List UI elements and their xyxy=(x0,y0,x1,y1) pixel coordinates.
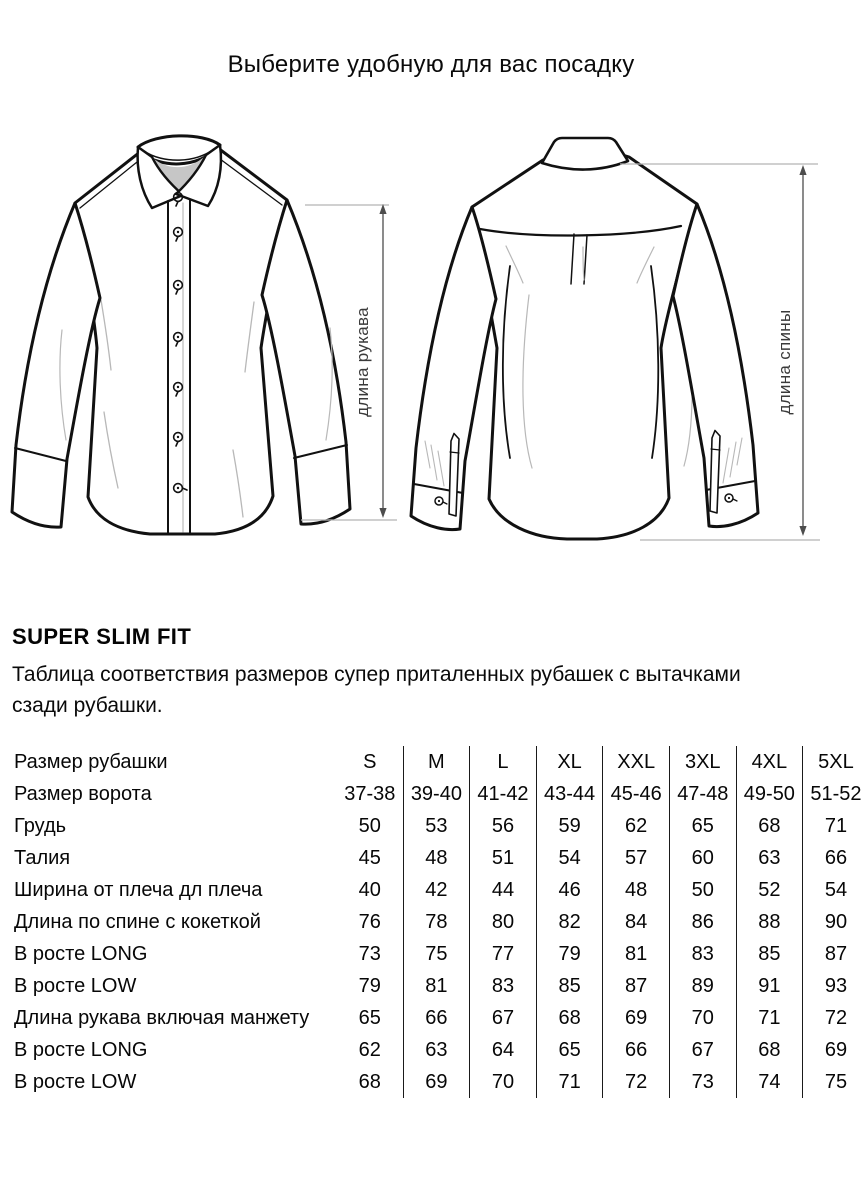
size-value: 80 xyxy=(470,906,537,938)
shirt-figure xyxy=(0,120,862,590)
sleeve-length-label: длина рукава xyxy=(353,307,372,417)
table-row xyxy=(14,1002,862,1034)
row-label: Размер ворота xyxy=(14,782,152,805)
table-row xyxy=(14,746,862,778)
size-value: 73 xyxy=(358,942,381,965)
size-value: 50 xyxy=(358,814,381,837)
size-value: 57 xyxy=(603,842,670,874)
size-value: 45-46 xyxy=(603,778,670,810)
shirt-front-illustration xyxy=(12,136,350,534)
size-value: 54 xyxy=(803,874,862,906)
row-label: В росте LONG xyxy=(14,942,148,965)
size-value: 83 xyxy=(470,970,537,1002)
size-value: 76 xyxy=(358,910,381,933)
size-value: 68 xyxy=(536,1002,603,1034)
row-label: Ширина от плеча дл плеча xyxy=(14,878,263,901)
size-value: 48 xyxy=(403,842,470,874)
size-value: 93 xyxy=(803,970,862,1002)
size-value: 49-50 xyxy=(736,778,803,810)
row-label: Размер рубашки xyxy=(14,750,168,773)
table-row xyxy=(14,810,862,842)
size-value: 87 xyxy=(803,938,862,970)
back-length-label: длина спины xyxy=(775,309,794,415)
size-value: 79 xyxy=(536,938,603,970)
size-value: 68 xyxy=(736,1034,803,1066)
size-value: 68 xyxy=(358,1070,381,1093)
size-value: 63 xyxy=(736,842,803,874)
size-value: 71 xyxy=(736,1002,803,1034)
size-value: 83 xyxy=(669,938,736,970)
size-value: 65 xyxy=(358,1006,381,1029)
table-row xyxy=(14,938,862,970)
size-value: 89 xyxy=(669,970,736,1002)
size-value: 69 xyxy=(403,1066,470,1098)
size-value: 67 xyxy=(470,1002,537,1034)
fit-description-line-2: сзади рубашки. xyxy=(12,694,163,717)
size-value: 43-44 xyxy=(536,778,603,810)
size-value: 52 xyxy=(736,874,803,906)
size-value: 75 xyxy=(403,938,470,970)
size-value: XXL xyxy=(603,746,670,778)
size-value: 40 xyxy=(358,878,381,901)
row-label: В росте LONG xyxy=(14,1038,148,1061)
size-value: 70 xyxy=(669,1002,736,1034)
size-value: 67 xyxy=(669,1034,736,1066)
size-value: 69 xyxy=(603,1002,670,1034)
size-value: 46 xyxy=(536,874,603,906)
size-value: 3XL xyxy=(669,746,736,778)
fit-description-line-1: Таблица соответствия размеров супер приталенных рубашек с вытачками xyxy=(12,663,741,686)
size-value: 70 xyxy=(470,1066,537,1098)
size-value: 73 xyxy=(669,1066,736,1098)
size-value: 47-48 xyxy=(669,778,736,810)
size-value: 51-52 xyxy=(803,778,862,810)
size-value: 42 xyxy=(403,874,470,906)
size-value: 78 xyxy=(403,906,470,938)
row-label: Грудь xyxy=(14,814,67,837)
table-row xyxy=(14,874,862,906)
size-value: 74 xyxy=(736,1066,803,1098)
size-value: 4XL xyxy=(736,746,803,778)
row-label: Талия xyxy=(14,846,71,869)
row-label: В росте LOW xyxy=(14,1070,137,1093)
size-value: 66 xyxy=(603,1034,670,1066)
size-value: 51 xyxy=(470,842,537,874)
size-table-body xyxy=(14,746,862,1098)
shirt-back-illustration xyxy=(411,138,758,539)
size-value: 37-38 xyxy=(344,782,396,805)
size-value: 86 xyxy=(669,906,736,938)
table-row xyxy=(14,778,862,810)
size-value: L xyxy=(470,746,537,778)
size-value: 90 xyxy=(803,906,862,938)
size-value: 68 xyxy=(736,810,803,842)
size-value: 82 xyxy=(536,906,603,938)
size-value: 72 xyxy=(603,1066,670,1098)
size-value: 81 xyxy=(403,970,470,1002)
size-value: 65 xyxy=(536,1034,603,1066)
size-value: 75 xyxy=(803,1066,862,1098)
size-value: 60 xyxy=(669,842,736,874)
size-value: 66 xyxy=(803,842,862,874)
size-value: 85 xyxy=(536,970,603,1002)
size-value: 87 xyxy=(603,970,670,1002)
size-value: 48 xyxy=(603,874,670,906)
size-value: 84 xyxy=(603,906,670,938)
size-value: 45 xyxy=(358,846,381,869)
size-value: 62 xyxy=(358,1038,381,1061)
size-value: 5XL xyxy=(803,746,862,778)
size-value: 56 xyxy=(470,810,537,842)
row-label: В росте LOW xyxy=(14,974,137,997)
size-value: 88 xyxy=(736,906,803,938)
size-value: 50 xyxy=(669,874,736,906)
table-row xyxy=(14,1034,862,1066)
size-value: S xyxy=(363,750,377,773)
size-value: 64 xyxy=(470,1034,537,1066)
size-value: 91 xyxy=(736,970,803,1002)
size-value: 85 xyxy=(736,938,803,970)
size-value: 53 xyxy=(403,810,470,842)
shirt-illustrations xyxy=(0,120,862,590)
size-value: 54 xyxy=(536,842,603,874)
size-value: 63 xyxy=(403,1034,470,1066)
size-value: 44 xyxy=(470,874,537,906)
size-value: 71 xyxy=(536,1066,603,1098)
size-value: XL xyxy=(536,746,603,778)
table-row xyxy=(14,1066,862,1098)
size-table xyxy=(14,746,862,1098)
fit-heading: SUPER SLIM FIT xyxy=(12,624,192,649)
size-value: 59 xyxy=(536,810,603,842)
size-value: 39-40 xyxy=(403,778,470,810)
size-value: 71 xyxy=(803,810,862,842)
size-value: 72 xyxy=(803,1002,862,1034)
size-value: 77 xyxy=(470,938,537,970)
page-title: Выберите удобную для вас посадку xyxy=(227,51,635,78)
size-value: 81 xyxy=(603,938,670,970)
size-value: 62 xyxy=(603,810,670,842)
fit-description xyxy=(12,659,842,721)
size-value: 79 xyxy=(358,974,381,997)
table-row xyxy=(14,906,862,938)
size-value: 41-42 xyxy=(470,778,537,810)
size-value: 66 xyxy=(403,1002,470,1034)
table-row xyxy=(14,970,862,1002)
size-value: 69 xyxy=(803,1034,862,1066)
row-label: Длина по спине с кокеткой xyxy=(14,910,261,933)
table-row xyxy=(14,842,862,874)
row-label: Длина рукава включая манжету xyxy=(14,1006,310,1029)
size-value: 65 xyxy=(669,810,736,842)
size-value: M xyxy=(403,746,470,778)
